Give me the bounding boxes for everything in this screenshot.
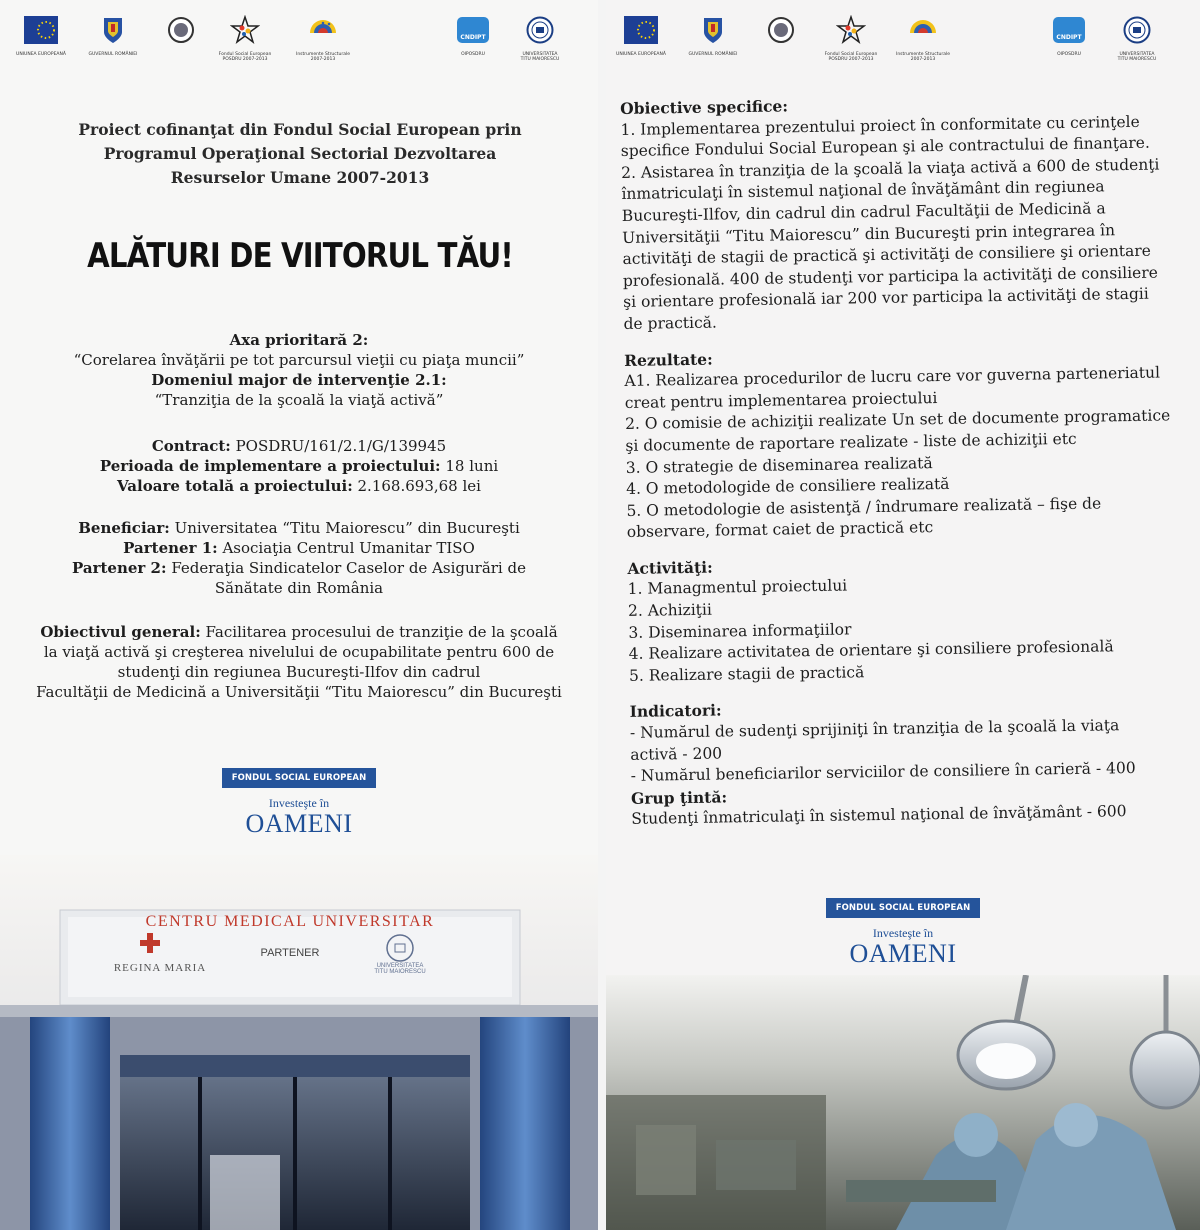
university-seal-logo: UNIVERSITATEA TITU MAIORESCU: [1102, 14, 1172, 62]
fse-sub: Investeşte în: [268, 796, 330, 810]
operating-room-photo: [606, 975, 1200, 1230]
activity-line: 3. Diseminarea informaţiilor: [628, 620, 852, 642]
contract-section: [10, 436, 588, 496]
objective-line: Bucureşti-Ilfov, din cadrul din cadrul Facultăţii de Medicină a: [621, 199, 1106, 225]
result-line: 3. O strategie de diseminarea realizată: [625, 453, 933, 477]
results-section: [624, 341, 1187, 544]
fse-badge: [803, 898, 1003, 967]
sign-university-seal-icon: [370, 933, 430, 963]
objective-line: Facultăţii de Medicină a Universităţii “Titu Maiorescu” din Bucureşti: [36, 683, 562, 701]
objective-line: Universităţii “Titu Maiorescu” din Bucureşti prin integrarea în: [622, 220, 1116, 247]
fse-star-logo: Fondul Social European POSDRU 2007-2013: [210, 14, 280, 62]
target-group-text: Studenţi înmatriculaţi în sistemul naţional de învăţământ - 600: [631, 802, 1127, 829]
objective-line: specifice Fondului Social European şi ale contractului de finanţare.: [620, 133, 1150, 161]
axis-label: Axa prioritară 2:: [229, 331, 369, 349]
indicators-title: Indicatori:: [629, 700, 722, 722]
objective-line: profesională. 400 de studenţi vor participa la activităţi de consiliere: [622, 263, 1158, 290]
domain-text: “Tranziţia de la şcoală la viaţă activă”: [154, 391, 444, 409]
sign-university: UNIVERSITATEA TITU MAIORESCU: [374, 963, 426, 975]
result-line: observare, format caiet de practică etc: [626, 518, 934, 542]
objective-label: Obiectivul general:: [40, 623, 201, 641]
result-line: 4. O metodologide de consiliere realizată: [626, 474, 950, 499]
target-group-title: Grup ţintă:: [630, 787, 728, 808]
activities-section: [627, 549, 1189, 687]
activities-title: Activităţi:: [627, 557, 713, 578]
ministry-seal-logo: [146, 14, 216, 46]
cndipt-logo: CNDIPT OIPOSDRU: [438, 14, 508, 57]
target-group-section: [631, 779, 1192, 831]
general-objective-section: Obiectivul general: Facilitarea procesului de tranziţie de la şcoală la viaţă activă şi creşterea nivelului de ocupabilitate pentru 600 de studenţi din regiunea Bucureşti-Ilfov din cadrul Facultăţii de Medicină a Universităţii “Titu Maiorescu” din Bucureşti: [10, 622, 588, 702]
gov-crest-logo: GUVERNUL ROMÂNIEI: [78, 14, 148, 57]
result-line: creat pentru implementarea proiectului: [624, 388, 938, 412]
left-brochure-panel: [0, 0, 598, 1230]
fse-badge: [199, 768, 399, 837]
objective-line: la viaţă activă şi creşterea nivelului de ocupabilitate pentru 600 de: [43, 643, 555, 661]
partner2-line: Partener 2: Federaţia Sindicatelor Caselor de Asigurări de: [72, 559, 526, 577]
structural-instruments-logo: Instrumente Structurale 2007-2013: [888, 14, 958, 62]
value-line: Valoare totală a proiectului: 2.168.693,68 lei: [117, 477, 481, 495]
indicator-line: activă - 200: [630, 744, 723, 764]
result-line: 5. O metodologie de asistenţă / îndrumare realizată – fişe de: [626, 494, 1102, 520]
specific-objectives-section: [620, 89, 1184, 335]
result-line: A1. Realizarea procedurilor de lucru care vor guverna parteneriatul: [624, 363, 1161, 391]
right-text-column: [620, 89, 1191, 831]
objective-line: de practică.: [623, 313, 717, 333]
ministry-seal-logo: [746, 14, 816, 46]
medical-center-photo: [0, 855, 598, 1230]
fse-sub: Investeşte în: [872, 926, 934, 940]
activity-line: 5. Realizare stagii de practică: [628, 663, 865, 685]
results-title: Rezultate:: [623, 349, 713, 370]
sign-partener: PARTENER: [260, 947, 320, 959]
partner2-line-cont: Sănătate din România: [214, 579, 384, 597]
partner1-line: Partener 1: Asociaţia Centrul Umanitar TISO: [123, 539, 475, 557]
intro-line: Proiect cofinanţat din Fondul Social European prin: [78, 120, 522, 139]
objective-line: studenţi din regiunea Bucureşti-Ilfov din cadrul: [117, 663, 481, 681]
priority-axis-section: [10, 330, 588, 410]
specific-objectives-title: Obiective specifice:: [620, 96, 789, 118]
indicators-section: [629, 693, 1190, 788]
domain-label: Domeniul major de intervenţie 2.1:: [151, 371, 447, 389]
right-brochure-panel: [606, 0, 1200, 1230]
eu-flag-logo: UNIUNEA EUROPEANĂ: [606, 14, 676, 57]
university-seal-logo: UNIVERSITATEA TITU MAIORESCU: [505, 14, 575, 62]
objective-line: şi orientare profesională iar 200 vor participa la activităţi de stagii: [623, 285, 1149, 312]
result-line: 2. O comisie de achiziţii realizate Un set de documente programatice: [624, 406, 1171, 434]
objective-line: activităţi de stagii de practică şi activităţi de consiliere şi orientare: [622, 241, 1152, 269]
objective-line: înmatriculaţi în sistemul naţional de învăţământ din regiunea: [621, 177, 1105, 204]
medical-center-illustration: [0, 855, 598, 1230]
fse-star-logo: Fondul Social European POSDRU 2007-2013: [816, 14, 886, 62]
intro-line: Programul Operaţional Sectorial Dezvoltarea: [103, 144, 497, 163]
structural-instruments-logo: Instrumente Structurale 2007-2013: [288, 14, 358, 62]
activity-line: 4. Realizare activitatea de orientare şi consiliere profesională: [628, 637, 1114, 664]
gov-crest-logo: GUVERNUL ROMÂNIEI: [678, 14, 748, 57]
activity-line: 1. Managmentul proiectului: [627, 576, 848, 599]
contract-line: Contract: POSDRU/161/2.1/G/139945: [151, 437, 447, 455]
eu-flag-logo: UNIUNEA EUROPEANĂ: [6, 14, 76, 57]
cofinancing-statement: [40, 118, 560, 190]
activity-line: 2. Achiziţii: [627, 600, 712, 620]
period-line: Perioada de implementare a proiectului: 18 luni: [99, 457, 499, 475]
fse-oameni: OAMENI: [245, 809, 353, 838]
cndipt-logo: CNDIPT OIPOSDRU: [1034, 14, 1104, 57]
result-line: şi documente de raportare realizate - liste de achiziţii etc: [625, 429, 1077, 455]
beneficiary-line: Beneficiar: Universitatea “Titu Maiorescu” din Bucureşti: [78, 519, 520, 537]
intro-line: Resurselor Umane 2007-2013: [170, 168, 430, 187]
partners-section: [10, 518, 588, 598]
axis-text: “Corelarea învăţării pe tot parcursul vieţii cu piaţa muncii”: [73, 351, 525, 369]
operating-room-illustration: [606, 975, 1200, 1230]
fse-oameni: OAMENI: [849, 939, 957, 968]
left-logo-strip: [0, 14, 598, 74]
objective-line: 1. Implementarea prezentului proiect în conformitate cu cerinţele: [620, 112, 1140, 139]
slogan-headline: ALĂTURI DE VIITORUL TĂU!: [87, 236, 513, 276]
fse-tag: FONDUL SOCIAL EUROPEAN: [826, 898, 981, 918]
indicator-line: - Numărul beneficiarilor serviciilor de consiliere în carieră - 400: [630, 759, 1136, 786]
right-logo-strip: [606, 14, 1200, 74]
sign-title: CENTRU MEDICAL UNIVERSITAR: [145, 913, 435, 930]
fse-tag: FONDUL SOCIAL EUROPEAN: [222, 768, 377, 788]
sign-regina-maria: REGINA MARIA: [113, 962, 207, 974]
indicator-line: - Numărul de sudenţi sprijiniţi în tranziţia de la şcoală la viaţa: [629, 716, 1120, 742]
objective-line: 2. Asistarea în tranziţia de la şcoală la viaţa activă a 600 de studenţi: [621, 155, 1160, 182]
